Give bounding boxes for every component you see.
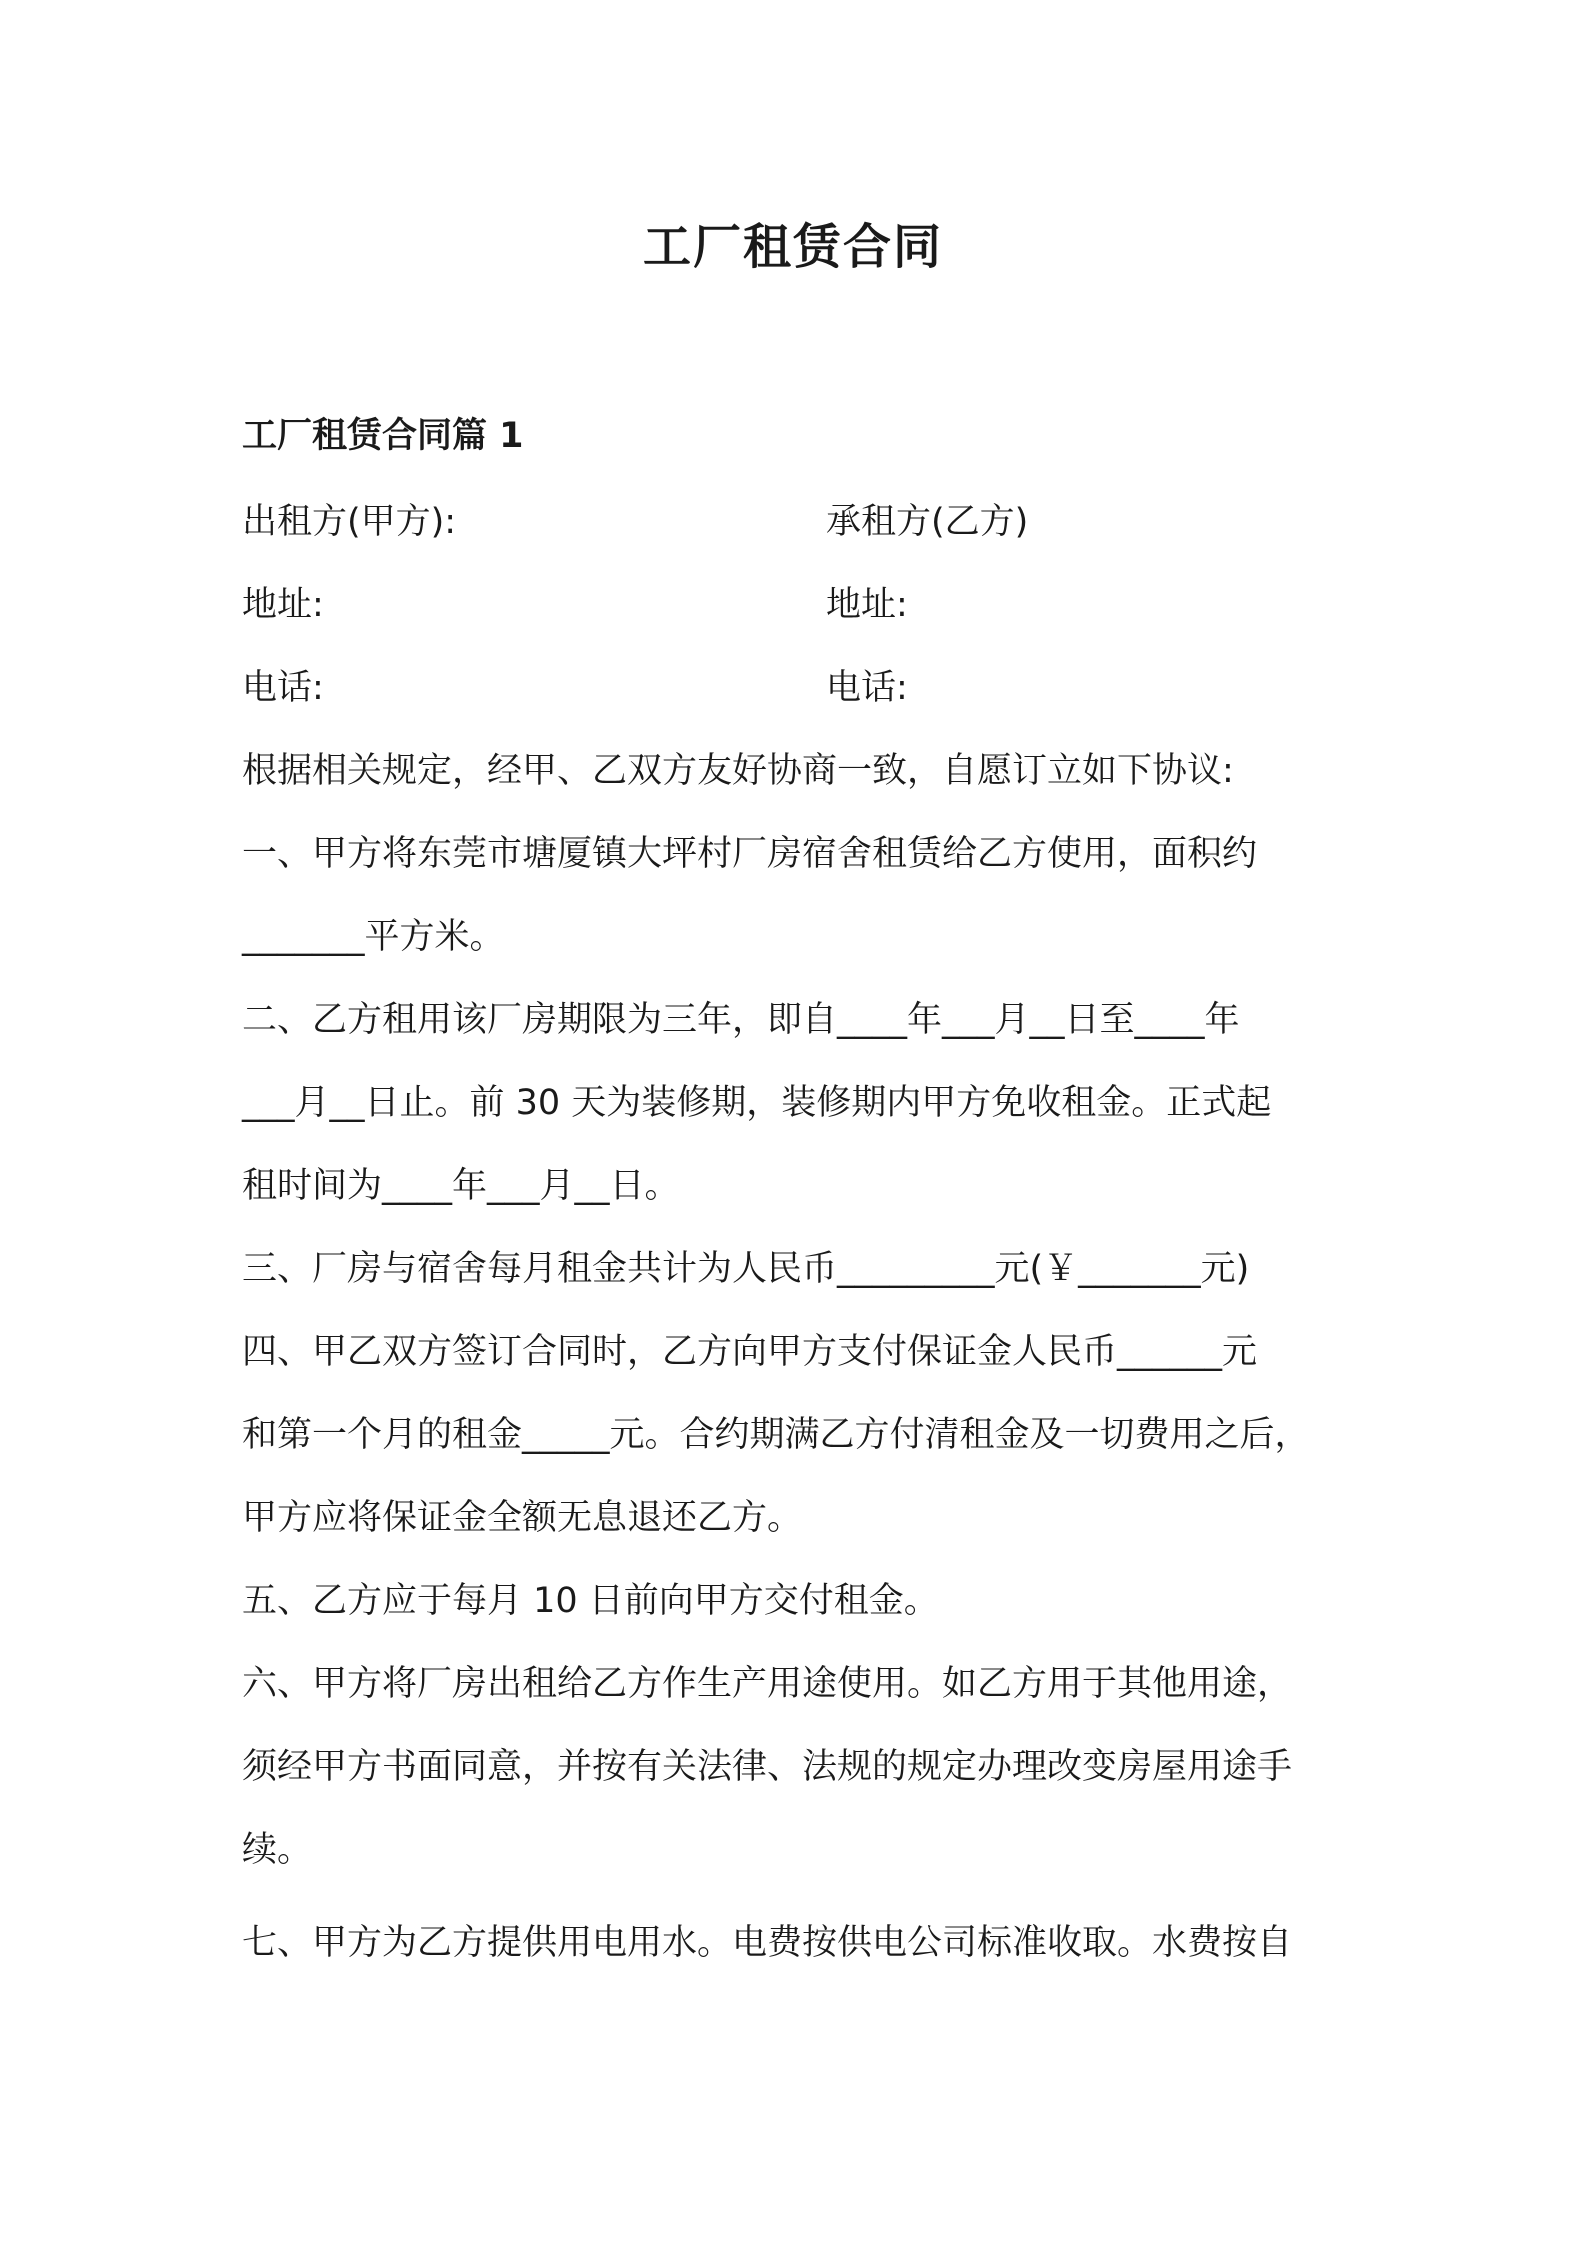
body-line: 二、乙方租用该厂房期限为三年，即自____年___月__日至____年 [242,1000,1240,1040]
body-line: 和第一个月的租金_____元。合约期满乙方付清租金及一切费用之后， [242,1415,1310,1455]
section-heading: 工厂租赁合同篇 1 [242,416,524,456]
lessee-label: 承租方(乙方) [826,502,1029,542]
body-line: 租时间为____年___月__日。 [242,1166,680,1206]
body-line: 根据相关规定，经甲、乙双方友好协商一致，自愿订立如下协议: [242,751,1234,791]
body-line: ___月__日止。前 30 天为装修期，装修期内甲方免收租金。正式起 [242,1083,1272,1123]
body-line: 续。 [242,1830,313,1870]
body-line: 须经甲方书面同意，并按有关法律、法规的规定办理改变房屋用途手 [242,1747,1293,1787]
lessee-phone-label: 电话: [826,668,908,708]
lessee-address-label: 地址: [826,585,908,625]
body-line: 三、厂房与宿舍每月租金共计为人民币_________元(￥_______元) [242,1249,1250,1289]
lessor-address-label: 地址: [242,585,324,625]
body-line: 七、甲方为乙方提供用电用水。电费按供电公司标准收取。水费按自 [242,1923,1293,1963]
body-line: 甲方应将保证金全额无息退还乙方。 [242,1498,803,1538]
body-line: 四、甲乙双方签订合同时，乙方向甲方支付保证金人民币______元 [242,1332,1258,1372]
body-line: 五、乙方应于每月 10 日前向甲方交付租金。 [242,1581,939,1621]
body-line: 六、甲方将厂房出租给乙方作生产用途使用。如乙方用于其他用途， [242,1664,1293,1704]
lessor-phone-label: 电话: [242,668,324,708]
document-title: 工厂租赁合同 [642,219,943,275]
body-line: _______平方米。 [242,917,505,957]
body-line: 一、甲方将东莞市塘厦镇大坪村厂房宿舍租赁给乙方使用，面积约 [242,834,1258,874]
lessor-label: 出租方(甲方): [242,502,457,542]
